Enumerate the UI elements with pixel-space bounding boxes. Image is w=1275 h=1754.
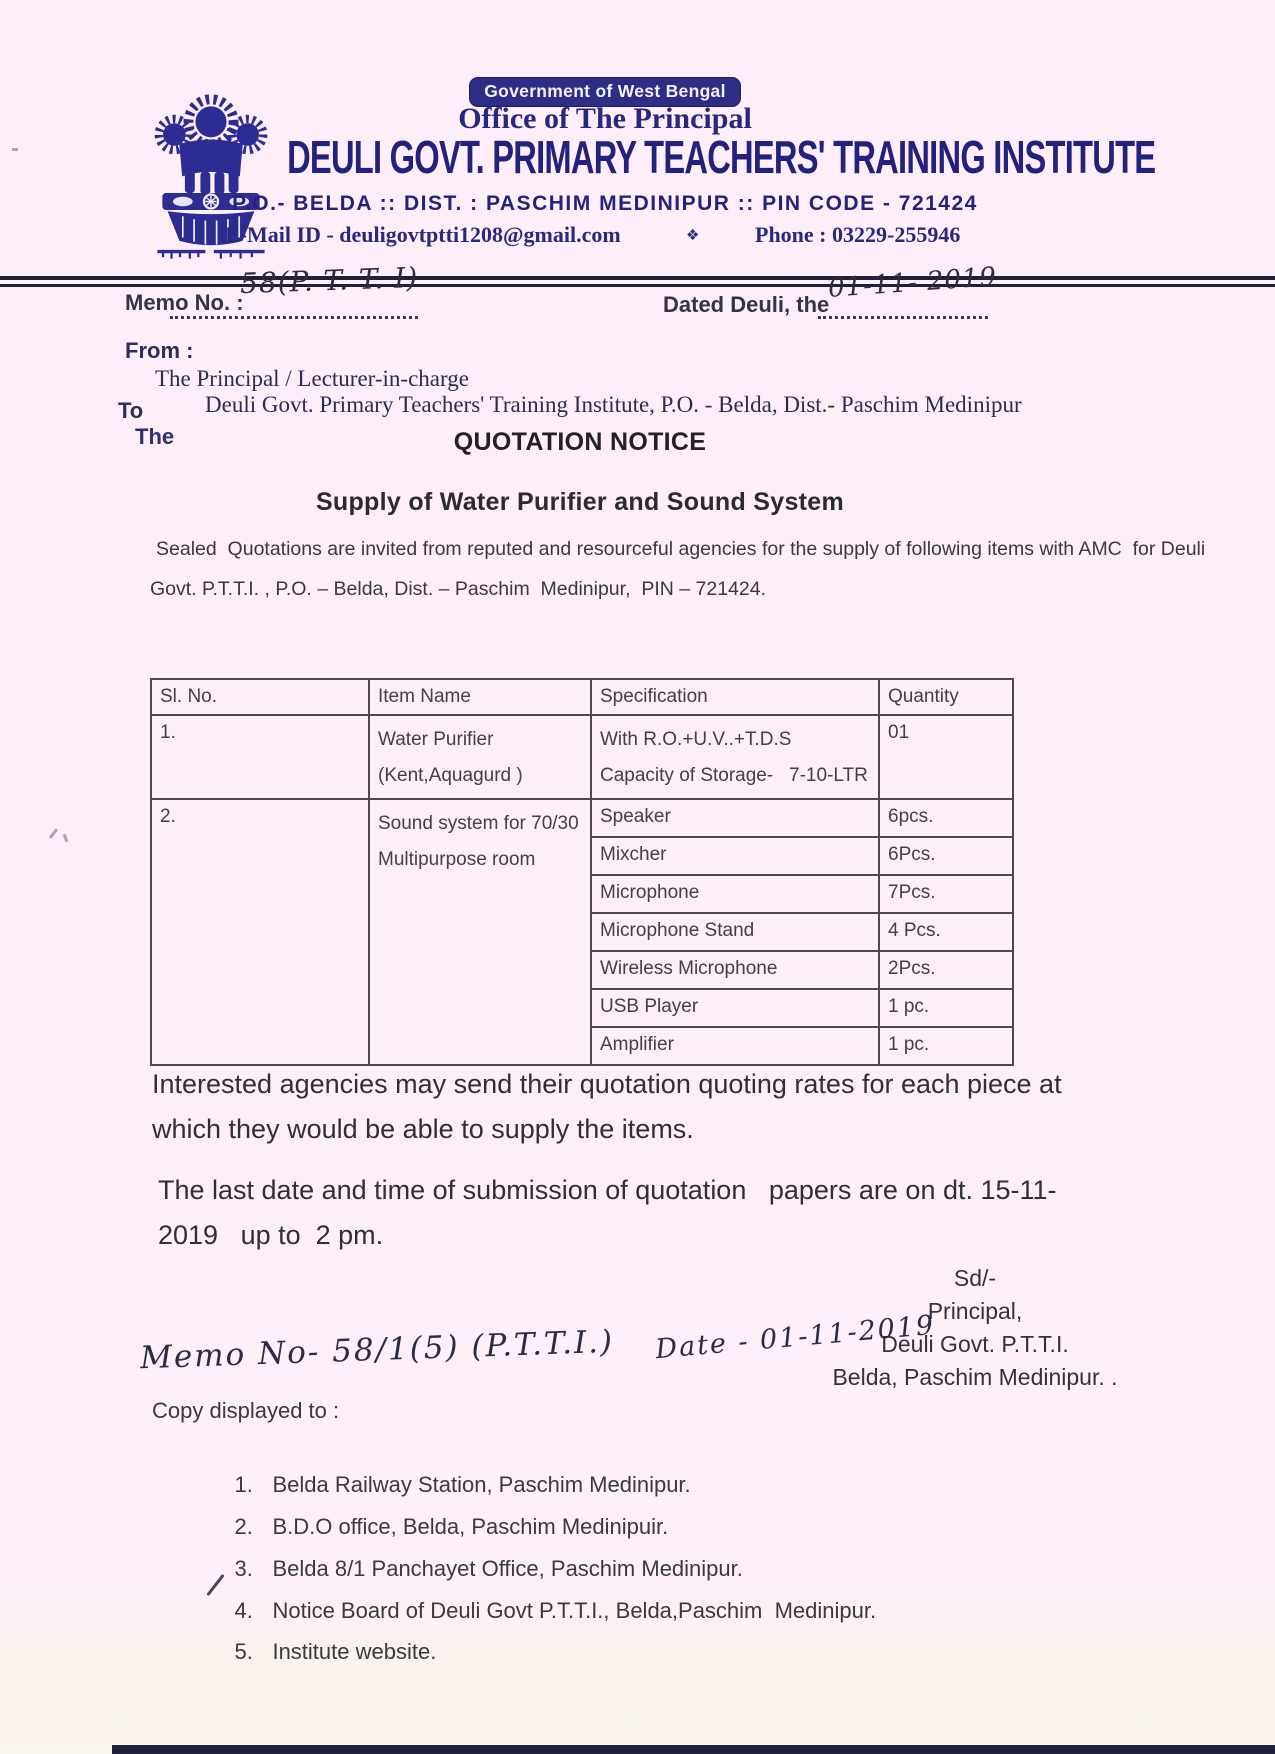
- dispatch-memo-handwritten: Memo No- 58/1(5) (P.T.T.I.): [139, 1323, 615, 1377]
- column-header-specification: Specification: [591, 679, 879, 715]
- sl-cell: 2.: [151, 799, 369, 1065]
- scanner-edge-bar: [112, 1745, 1275, 1754]
- copy-list-number: 3.: [234, 1556, 253, 1581]
- office-line: [150, 102, 1060, 136]
- spec-cell: Mixcher: [591, 837, 879, 875]
- qty-cell: 6Pcs.: [879, 837, 1013, 875]
- dated-handwritten-value: 01-11- 2019: [827, 262, 999, 304]
- spec-line: Capacity of Storage- 7-10-LTR: [600, 765, 868, 786]
- from-line-institute: Deuli Govt. Primary Teachers' Training Institute, P.O. - Belda, Dist.- Paschim Medinipur: [205, 392, 1022, 417]
- copy-list-text: Institute website.: [272, 1639, 437, 1664]
- dispatch-date-handwritten: Date - 01-11-2019: [654, 1309, 937, 1366]
- item-cell: [369, 799, 591, 1065]
- table-row-sound-system: [151, 799, 1013, 837]
- office-line-text: Office of The Principal: [458, 102, 752, 135]
- header-divider-bottom: [0, 284, 1275, 287]
- paragraph-line: Interested agencies may send their quotation quoting rates for each piece at: [152, 1069, 1062, 1099]
- dated-dotted-line: [818, 316, 988, 319]
- qty-cell: 01: [879, 715, 1013, 799]
- qty-cell: 6pcs.: [879, 799, 1013, 837]
- item-line: Multipurpose room: [378, 849, 536, 870]
- column-header-sl-no: Sl. No.: [151, 679, 369, 715]
- email-line: E-Mail ID - deuligovtptti1208@gmail.com: [225, 222, 621, 247]
- intro-line-1: Sealed Quotations are invited from reputed and resourceful agencies for the supply of following items with AMC for Deuli: [156, 538, 1206, 560]
- copy-list-number: 4.: [234, 1598, 253, 1623]
- signature-place: Belda, Paschim Medinipur. .: [832, 1364, 1118, 1390]
- subject-title: Supply of Water Purifier and Sound System: [315, 488, 845, 516]
- spec-cell: Amplifier: [591, 1027, 879, 1065]
- copy-list-text: Belda Railway Station, Paschim Medinipur.: [272, 1472, 691, 1497]
- paragraph-line: which they would be able to supply the items.: [152, 1114, 694, 1144]
- copy-list-number: 5.: [234, 1639, 253, 1664]
- item-line: (Kent,Aquagurd ): [378, 765, 523, 786]
- spec-cell: Microphone: [591, 875, 879, 913]
- paragraph-line: The last date and time of submission of quotation papers are on dt. 15-11-: [158, 1175, 1057, 1205]
- column-header-quantity: Quantity: [879, 679, 1013, 715]
- qty-cell: 1 pc.: [879, 989, 1013, 1027]
- from-line-principal: The Principal / Lecturer-in-charge: [155, 366, 469, 391]
- memo-no-handwritten-value: 58(P. T. T. I): [239, 260, 419, 301]
- copy-displayed-label: Copy displayed to :: [152, 1398, 340, 1423]
- item-cell: [369, 715, 591, 799]
- qty-cell: 2Pcs.: [879, 951, 1013, 989]
- institute-address: [150, 192, 1060, 216]
- memo-no-label: Memo No. :: [125, 290, 244, 315]
- government-badge-label: Government of West Bengal: [470, 78, 740, 106]
- spec-cell: USB Player: [591, 989, 879, 1027]
- copy-list-text: B.D.O office, Belda, Paschim Medinipuir.: [272, 1514, 669, 1539]
- scan-artifact: [12, 148, 18, 151]
- signature-designation: Principal,: [927, 1298, 1023, 1324]
- copy-list-item: [210, 1613, 436, 1691]
- quotation-notice-title: QUOTATION NOTICE: [453, 428, 707, 456]
- signature-sd: Sd/-: [953, 1265, 997, 1291]
- qty-cell: 1 pc.: [879, 1027, 1013, 1065]
- to-label: To: [118, 398, 144, 423]
- intro-line-2: Govt. P.T.T.I. , P.O. – Belda, Dist. – Paschim Medinipur, PIN – 721424.: [150, 578, 767, 600]
- signature-institute: Deuli Govt. P.T.T.I.: [881, 1331, 1069, 1357]
- spec-cell: [591, 715, 879, 799]
- spec-cell: Wireless Microphone: [591, 951, 879, 989]
- qty-cell: 4 Pcs.: [879, 913, 1013, 951]
- spec-line: With R.O.+U.V..+T.D.S: [600, 729, 792, 750]
- copy-list-number: 1.: [234, 1472, 253, 1497]
- sl-cell: 1.: [151, 715, 369, 799]
- quotation-notice-title-wrap: [150, 428, 1010, 457]
- institute-name: [150, 132, 1156, 184]
- copy-list-text: Notice Board of Deuli Govt P.T.T.I., Belda,Paschim Medinipur.: [272, 1598, 877, 1623]
- paragraph-last-date: [158, 1168, 1057, 1258]
- paragraph-line: 2019 up to 2 pm.: [158, 1220, 384, 1250]
- separator-diamond-icon: ❖: [686, 227, 700, 244]
- subject-title-wrap: [150, 488, 1010, 517]
- dated-label: Dated Deuli, the: [663, 292, 830, 317]
- item-line: Sound system for 70/30: [378, 813, 579, 834]
- table-header-row: [151, 679, 1013, 715]
- phone-line: Phone : 03229-255946: [755, 222, 961, 247]
- scan-artifact: [49, 828, 58, 839]
- item-line: Water Purifier: [378, 729, 494, 750]
- spec-cell: Speaker: [591, 799, 879, 837]
- table-row-water-purifier: [151, 715, 1013, 799]
- memo-no-dotted-line: [170, 316, 418, 319]
- scan-artifact: [63, 834, 69, 843]
- items-table: [150, 678, 1014, 1066]
- the-label: The: [135, 424, 175, 449]
- copy-list-text: Belda 8/1 Panchayet Office, Paschim Medinipur.: [272, 1556, 743, 1581]
- qty-cell: 7Pcs.: [879, 875, 1013, 913]
- column-header-item-name: Item Name: [369, 679, 591, 715]
- header-divider-top: [0, 276, 1275, 280]
- paragraph-interested-agencies: [152, 1062, 1062, 1152]
- institute-name-text: DEULI GOVT. PRIMARY TEACHERS' TRAINING INSTITUTE: [287, 132, 1156, 184]
- spec-cell: Microphone Stand: [591, 913, 879, 951]
- institute-address-text: P.O.- BELDA :: DIST. : PASCHIM MEDINIPUR :: PIN CODE - 721424: [232, 192, 978, 215]
- copy-list-number: 2.: [234, 1514, 253, 1539]
- from-label: From :: [125, 338, 194, 363]
